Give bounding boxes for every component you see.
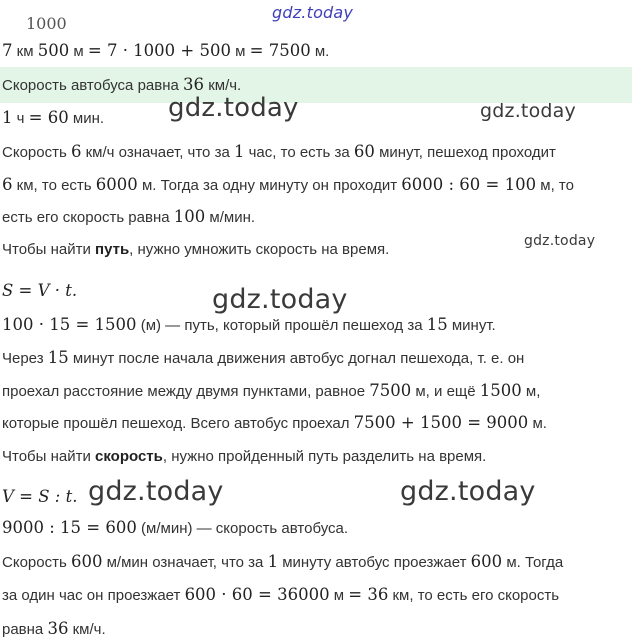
- watermark-3: gdz.today: [524, 233, 596, 249]
- watermark-5: gdz.today: [88, 476, 224, 507]
- formula-speed: V = S : t.: [2, 487, 78, 506]
- watermark-1: gdz.today: [168, 93, 299, 123]
- solution-line-15: 9000 : 15 = 600 (м/мин) — скорость автобуса.: [2, 518, 349, 537]
- solution-line-18: равна 36 км/ч.: [2, 619, 106, 638]
- solution-line-6: есть его скорость равна 100 м/мин.: [2, 207, 256, 226]
- solution-line-3: 1 ч = 60 мин.: [2, 108, 105, 127]
- solution-line-4: Скорость 6 км/ч означает, что за 1 час, то есть за 60 минут, пешеход проходит: [2, 142, 556, 161]
- rule-speed: Чтобы найти скорость, нужно пройденный путь разделить на время.: [2, 448, 487, 465]
- solution-line-16: Скорость 600 м/мин означает, что за 1 минуту автобус проезжает 600 м. Тогда: [2, 552, 564, 571]
- rule-path: Чтобы найти путь, нужно умножить скорость на время.: [2, 241, 390, 258]
- solution-line-12: которые прошёл пешеход. Всего автобус проехал 7500 + 1500 = 9000 м.: [2, 413, 547, 432]
- watermark-2: gdz.today: [480, 100, 576, 122]
- watermark-6: gdz.today: [400, 476, 536, 507]
- cropped-line-fragment: 1000: [26, 14, 67, 33]
- site-watermark-top: gdz.today: [272, 3, 354, 22]
- solution-line-10: Через 15 минут после начала движения автобус догнал пешехода, т. е. он: [2, 348, 525, 367]
- answer-line: Скорость автобуса равна 36 км/ч.: [2, 75, 242, 94]
- formula-path: S = V · t.: [2, 281, 78, 300]
- solution-line-9: 100 · 15 = 1500 (м) — путь, который прошёл пешеход за 15 минут.: [2, 315, 496, 334]
- solution-line-11: проехал расстояние между двумя пунктами, равное 7500 м, и ещё 1500 м,: [2, 381, 541, 400]
- watermark-4: gdz.today: [212, 284, 348, 315]
- solution-line-17: за один час он проезжает 600 · 60 = 36000 м = 36 км, то есть его скорость: [2, 585, 560, 604]
- solution-line-5: 6 км, то есть 6000 м. Тогда за одну минуту он проходит 6000 : 60 = 100 м, то: [2, 175, 574, 194]
- solution-line-1: 7 км 500 м = 7 · 1000 + 500 м = 7500 м.: [2, 41, 330, 60]
